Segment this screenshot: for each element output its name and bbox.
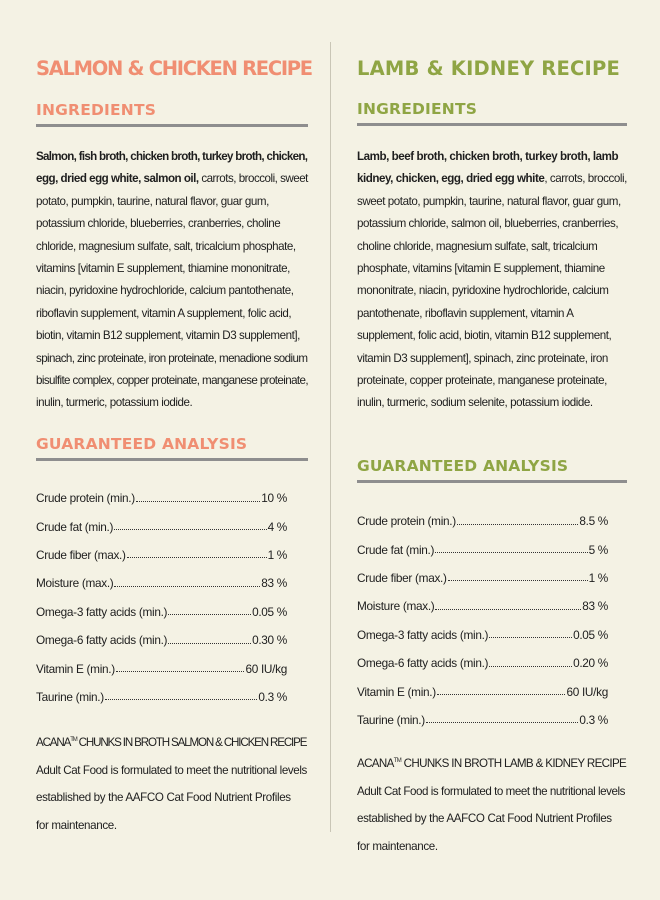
ingredients-regular-text: vitamin D3 supplement], spinach, zinc proteinate, iron: [357, 351, 608, 365]
dot-leader: [127, 557, 267, 558]
analysis-label: Omega-3 fatty acids (min.): [357, 627, 489, 642]
ingredients-line: [357, 213, 627, 235]
ingredients-line: [357, 258, 627, 280]
analysis-row: [36, 512, 287, 540]
ingredients-regular-text: supplement, folic acid, biotin, vitamin B12 supplement,: [357, 329, 612, 343]
ingredients-line: [357, 303, 627, 325]
ingredients-header: [357, 100, 627, 126]
analysis-value: 83 %: [261, 576, 287, 591]
analysis-row: [357, 677, 608, 705]
ingredients-regular-text: inulin, turmeric, potassium iodide.: [36, 396, 193, 410]
analysis-heading: GUARANTEED ANALYSIS: [36, 435, 248, 453]
dot-leader: [116, 671, 245, 672]
ingredients-line: [36, 191, 308, 213]
dot-leader: [489, 666, 572, 667]
dot-leader: [114, 529, 266, 530]
statement-first-line: ACANA™ CHUNKS IN BROTH SALMON & CHICKEN RECIPE: [36, 736, 307, 749]
ingredients-regular-text: spinach, zinc proteinate, iron proteinate, menadione sodium: [36, 351, 308, 365]
ingredients-regular-text: potato, pumpkin, taurine, natural flavor, guar gum,: [36, 194, 269, 208]
ingredients-regular-text: vitamins [vitamin E supplement, thiamine mononitrate,: [36, 262, 290, 276]
analysis-label: Vitamin E (min.): [36, 661, 115, 676]
analysis-label: Omega-6 fatty acids (min.): [36, 633, 168, 648]
trademark-mark: TM: [70, 737, 77, 743]
ingredients-line: [36, 370, 308, 392]
analysis-value: 8.5 %: [579, 514, 608, 529]
analysis-label: Omega-3 fatty acids (min.): [36, 604, 168, 619]
statement-line: established by the AAFCO Cat Food Nutrient Profiles: [357, 812, 612, 826]
analysis-header: [36, 435, 308, 461]
dot-leader: [168, 614, 251, 615]
analysis-label: Crude protein (min.): [36, 491, 135, 506]
ingredients-line: [357, 348, 627, 370]
ingredients-line: [357, 280, 627, 302]
analysis-label: Taurine (min.): [357, 712, 425, 727]
analysis-row: [36, 484, 287, 512]
ingredients-bold-text: Salmon, fish broth, chicken broth, turkey broth, chicken,: [36, 150, 308, 163]
analysis-value: 1 %: [267, 547, 287, 562]
ingredients-line: [36, 348, 308, 370]
ingredients-regular-text: , carrots, broccoli,: [544, 172, 627, 186]
ingredients-line: [36, 146, 308, 168]
analysis-label: Taurine (min.): [36, 689, 104, 704]
dot-leader: [448, 580, 588, 581]
statement-line: Adult Cat Food is formulated to meet the nutritional levels: [357, 784, 625, 798]
ingredients-line: [36, 325, 308, 347]
analysis-value: 4 %: [267, 519, 287, 534]
statement-first-line: ACANA™ CHUNKS IN BROTH LAMB & KIDNEY RECIPE: [357, 757, 627, 770]
analysis-value: 10 %: [261, 491, 287, 506]
ingredients-line: [357, 236, 627, 258]
ingredients-regular-text: bisulfite complex, copper proteinate, manganese proteinate,: [36, 374, 309, 388]
ingredients-regular-text: carrots, broccoli, sweet: [198, 172, 308, 186]
dot-leader: [105, 699, 257, 700]
ingredients-regular-text: inulin, turmeric, sodium selenite, potassium iodide.: [357, 396, 593, 410]
analysis-label: Crude fiber (max.): [36, 547, 126, 562]
analysis-label: Crude protein (min.): [357, 514, 456, 529]
ingredients-line: [357, 191, 627, 213]
analysis-value: 0.3 %: [258, 689, 287, 704]
analysis-row: [36, 626, 287, 654]
analysis-label: Vitamin E (min.): [357, 684, 436, 699]
analysis-list: [36, 484, 287, 711]
analysis-value: 1 %: [588, 570, 608, 585]
analysis-row: [357, 507, 608, 535]
ingredients-regular-text: proteinate, copper proteinate, manganese proteinate,: [357, 374, 607, 388]
analysis-row: [357, 564, 608, 592]
aafco-statement: [357, 748, 627, 860]
ingredients-line: [36, 303, 308, 325]
analysis-heading: GUARANTEED ANALYSIS: [357, 457, 569, 475]
dot-leader: [168, 643, 251, 644]
ingredients-text: [36, 146, 308, 415]
dot-leader: [426, 722, 578, 723]
ingredients-line: [357, 370, 627, 392]
ingredients-line: [36, 236, 308, 258]
ingredients-line: [36, 213, 308, 235]
dot-leader: [489, 637, 572, 638]
ingredients-regular-text: biotin, vitamin B12 supplement, vitamin D3 supplement],: [36, 329, 300, 343]
ingredients-heading: INGREDIENTS: [36, 101, 157, 119]
analysis-label: Crude fat (min.): [36, 519, 114, 534]
ingredients-regular-text: choline chloride, magnesium sulfate, salt, tricalcium: [357, 239, 598, 253]
analysis-label: Crude fiber (max.): [357, 570, 447, 585]
ingredients-regular-text: potassium chloride, salmon oil, blueberries, cranberries,: [357, 217, 619, 231]
analysis-row: [36, 598, 287, 626]
dot-leader: [457, 524, 578, 525]
recipe-title: SALMON & CHICKEN RECIPE: [36, 57, 312, 80]
analysis-value: 0.3 %: [579, 712, 608, 727]
trademark-mark: TM: [393, 758, 402, 764]
statement-line: established by the AAFCO Cat Food Nutrient Profiles: [36, 791, 291, 805]
analysis-label: Crude fat (min.): [357, 542, 435, 557]
dot-leader: [114, 586, 260, 587]
ingredients-regular-text: potassium chloride, blueberries, cranberries, choline: [36, 217, 281, 231]
analysis-row: [36, 654, 287, 682]
ingredients-regular-text: pantothenate, riboflavin supplement, vitamin A: [357, 306, 574, 320]
analysis-row: [36, 683, 287, 711]
analysis-header: [357, 457, 627, 483]
ingredients-line: [357, 392, 627, 414]
analysis-label: Omega-6 fatty acids (min.): [357, 656, 489, 671]
analysis-row: [36, 569, 287, 597]
ingredients-regular-text: phosphate, vitamins [vitamin E supplement, thiamine: [357, 262, 605, 276]
ingredients-bold-text: kidney, chicken, egg, dried egg white: [357, 172, 545, 186]
statement-line: for maintenance.: [357, 839, 438, 853]
column-divider: [330, 42, 331, 832]
analysis-value: 0.05 %: [252, 604, 287, 619]
ingredients-regular-text: sweet potato, pumpkin, taurine, natural flavor, guar gum,: [357, 194, 621, 208]
ingredients-header: [36, 101, 308, 127]
statement-line: for maintenance.: [36, 818, 117, 832]
ingredients-bold-text: egg, dried egg white, salmon oil,: [36, 172, 199, 186]
analysis-row: [357, 621, 608, 649]
statement-line: Adult Cat Food is formulated to meet the nutritional levels: [36, 763, 307, 777]
ingredients-line: [36, 168, 308, 190]
recipe-title: LAMB & KIDNEY RECIPE: [357, 57, 620, 80]
analysis-value: 83 %: [582, 599, 608, 614]
analysis-value: 60 IU/kg: [245, 661, 287, 676]
ingredients-regular-text: chloride, magnesium sulfate, salt, tricalcium phosphate,: [36, 239, 296, 253]
analysis-row: [357, 706, 608, 734]
analysis-label: Moisture (max.): [357, 599, 435, 614]
analysis-value: 60 IU/kg: [566, 684, 608, 699]
dot-leader: [435, 609, 581, 610]
ingredients-regular-text: mononitrate, niacin, pyridoxine hydrochloride, calcium: [357, 284, 609, 298]
analysis-value: 0.30 %: [252, 633, 287, 648]
analysis-value: 0.05 %: [573, 627, 608, 642]
analysis-value: 5 %: [588, 542, 608, 557]
analysis-row: [357, 592, 608, 620]
dot-leader: [435, 552, 587, 553]
analysis-row: [36, 541, 287, 569]
ingredients-heading: INGREDIENTS: [357, 100, 478, 118]
ingredients-regular-text: niacin, pyridoxine hydrochloride, calcium pantothenate,: [36, 284, 294, 298]
ingredients-line: [36, 280, 308, 302]
ingredients-line: [357, 325, 627, 347]
heading-rule: [357, 480, 627, 483]
heading-rule: [357, 123, 627, 126]
ingredients-line: [36, 392, 308, 414]
dot-leader: [136, 501, 260, 502]
heading-rule: [36, 458, 308, 461]
aafco-statement: [36, 727, 308, 839]
dot-leader: [437, 694, 566, 695]
analysis-value: 0.20 %: [573, 656, 608, 671]
ingredients-line: [36, 258, 308, 280]
ingredients-line: [357, 146, 627, 168]
ingredients-bold-text: Lamb, beef broth, chicken broth, turkey broth, lamb: [357, 150, 619, 163]
analysis-list: [357, 507, 608, 734]
ingredients-line: [357, 168, 627, 190]
ingredients-text: [357, 146, 627, 415]
analysis-row: [357, 649, 608, 677]
analysis-label: Moisture (max.): [36, 576, 114, 591]
heading-rule: [36, 124, 308, 127]
ingredients-regular-text: riboflavin supplement, vitamin A supplement, folic acid,: [36, 306, 292, 320]
analysis-row: [357, 535, 608, 563]
